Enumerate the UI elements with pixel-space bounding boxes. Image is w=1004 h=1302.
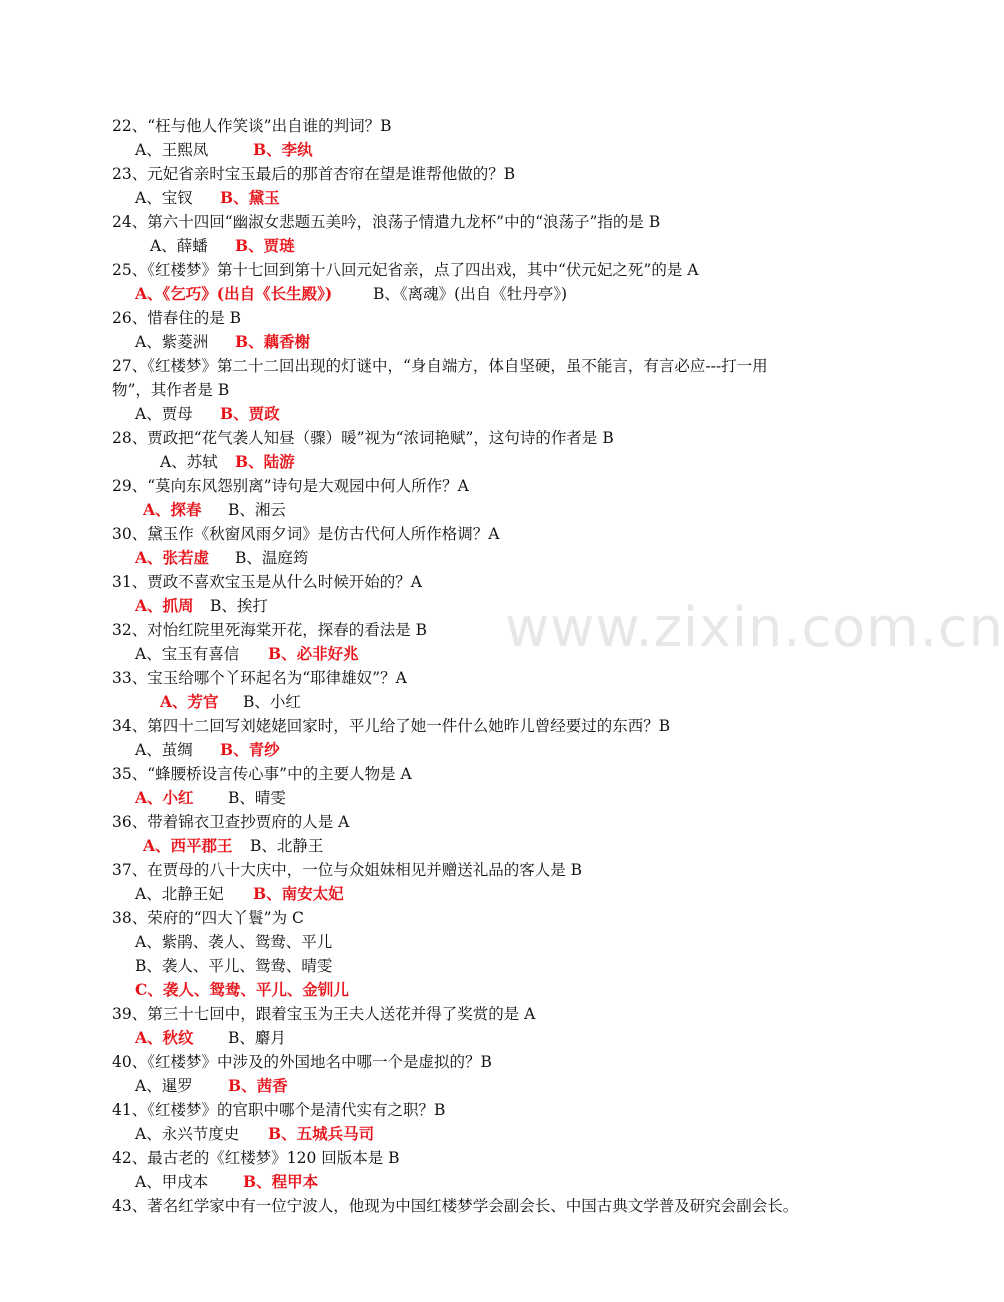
question-29: 29、“莫向东风怨别离”诗句是大观园中何人所作？A — [112, 477, 469, 495]
q38-option-c: C、袭人、鸳鸯、平儿、金钏儿 — [135, 980, 349, 999]
question-27-continued: 物”，其作者是 B — [112, 381, 230, 399]
question-40: 40、《红楼梦》中涉及的外国地名中哪一个是虚拟的？B — [112, 1053, 492, 1071]
q22-option-a: A、王熙凤 — [135, 141, 209, 159]
q29-option-b: B、湘云 — [228, 501, 286, 519]
question-31: 31、贾政不喜欢宝玉是从什么时候开始的？A — [112, 573, 422, 591]
question-27: 27、《红楼梦》第二十二回出现的灯谜中，“身自端方，体自坚硬，虽不能言，有言必应---打一用 — [112, 357, 768, 375]
q39-option-a: A、秋纹 — [135, 1028, 194, 1047]
q36-option-b: B、北静王 — [250, 837, 324, 855]
q27-option-a: A、贾母 — [135, 405, 193, 423]
question-36: 36、带着锦衣卫查抄贾府的人是 A — [112, 813, 350, 831]
watermark: www.zixin.com.cn — [505, 596, 1004, 659]
q38-option-a: A、紫鹃、袭人、鸳鸯、平儿 — [135, 933, 333, 951]
question-38: 38、荣府的“四大丫鬟”为 C — [112, 909, 304, 927]
question-35: 35、“蜂腰桥设言传心事”中的主要人物是 A — [112, 765, 412, 783]
q35-option-a: A、小红 — [135, 788, 194, 807]
question-33: 33、宝玉给哪个丫环起名为“耶律雄奴”？A — [112, 669, 407, 687]
question-37: 37、在贾母的八十大庆中，一位与众姐妹相见并赠送礼品的客人是 B — [112, 861, 583, 879]
question-25: 25、《红楼梦》第十七回到第十八回元妃省亲，点了四出戏，其中“伏元妃之死”的是 A — [112, 261, 699, 279]
q30-option-b: B、温庭筠 — [235, 549, 309, 567]
question-22: 22、“枉与他人作笑谈”出自谁的判词？B — [112, 117, 392, 135]
q34-option-a: A、茧绸 — [135, 741, 193, 759]
q42-option-a: A、甲戌本 — [135, 1173, 209, 1191]
q25-option-b: B、《离魂》(出自《牡丹亭》) — [373, 285, 567, 303]
q41-option-a: A、永兴节度史 — [135, 1125, 240, 1143]
question-24: 24、第六十四回“幽淑女悲题五美吟，浪荡子情遣九龙杯”中的“浪荡子”指的是 B — [112, 213, 661, 231]
q34-option-b: B、青纱 — [220, 740, 280, 759]
question-28: 28、贾政把“花气袭人知昼（骤）暖”视为“浓词艳赋”，这句诗的作者是 B — [112, 429, 614, 447]
q33-option-b: B、小红 — [243, 693, 301, 711]
q26-option-a: A、紫菱洲 — [135, 333, 209, 351]
question-43: 43、著名红学家中有一位宁波人，他现为中国红楼梦学会副会长、中国古典文学普及研究会副会长。 — [112, 1197, 799, 1215]
q37-option-b: B、南安太妃 — [253, 884, 344, 903]
q38-option-b: B、袭人、平儿、鸳鸯、晴雯 — [135, 957, 333, 975]
q41-option-b: B、五城兵马司 — [268, 1124, 375, 1143]
q28-option-b: B、陆游 — [235, 452, 295, 471]
q29-option-a: A、探春 — [143, 500, 202, 519]
q32-option-a: A、宝玉有喜信 — [135, 645, 240, 663]
q31-option-b: B、挨打 — [210, 597, 268, 615]
q39-option-b: B、麝月 — [228, 1029, 286, 1047]
question-34: 34、第四十二回写刘姥姥回家时，平儿给了她一件什么她昨儿曾经要过的东西？B — [112, 717, 671, 735]
q25-option-a: A、《乞巧》(出自《长生殿》) — [135, 284, 333, 303]
q30-option-a: A、张若虚 — [135, 548, 210, 567]
q28-option-a: A、苏轼 — [160, 453, 218, 471]
q23-option-a: A、宝钗 — [135, 189, 193, 207]
q37-option-a: A、北静王妃 — [135, 885, 224, 903]
q22-option-b: B、李纨 — [253, 140, 313, 159]
question-39: 39、第三十七回中，跟着宝玉为王夫人送花并得了奖赏的是 A — [112, 1005, 536, 1023]
question-26: 26、惜春住的是 B — [112, 309, 242, 327]
q36-option-a: A、西平郡王 — [143, 836, 233, 855]
q40-option-b: B、茜香 — [228, 1076, 288, 1095]
q24-option-b: B、贾琏 — [235, 236, 295, 255]
q32-option-b: B、必非好兆 — [268, 644, 359, 663]
q26-option-b: B、藕香榭 — [235, 332, 311, 351]
question-23: 23、元妃省亲时宝玉最后的那首杏帘在望是谁帮他做的？B — [112, 165, 516, 183]
q40-option-a: A、暹罗 — [135, 1077, 193, 1095]
q42-option-b: B、程甲本 — [243, 1172, 319, 1191]
question-42: 42、最古老的《红楼梦》120 回版本是 B — [112, 1149, 400, 1167]
q27-option-b: B、贾政 — [220, 404, 280, 423]
q24-option-a: A、薛蟠 — [150, 237, 208, 255]
question-32: 32、对怡红院里死海棠开花，探春的看法是 B — [112, 621, 428, 639]
q33-option-a: A、芳官 — [160, 692, 219, 711]
q35-option-b: B、晴雯 — [228, 789, 286, 807]
question-41: 41、《红楼梦》的官职中哪个是清代实有之职？B — [112, 1101, 446, 1119]
q23-option-b: B、黛玉 — [220, 188, 280, 207]
question-30: 30、黛玉作《秋窗风雨夕词》是仿古代何人所作格调？A — [112, 525, 500, 543]
q31-option-a: A、抓周 — [135, 596, 194, 615]
